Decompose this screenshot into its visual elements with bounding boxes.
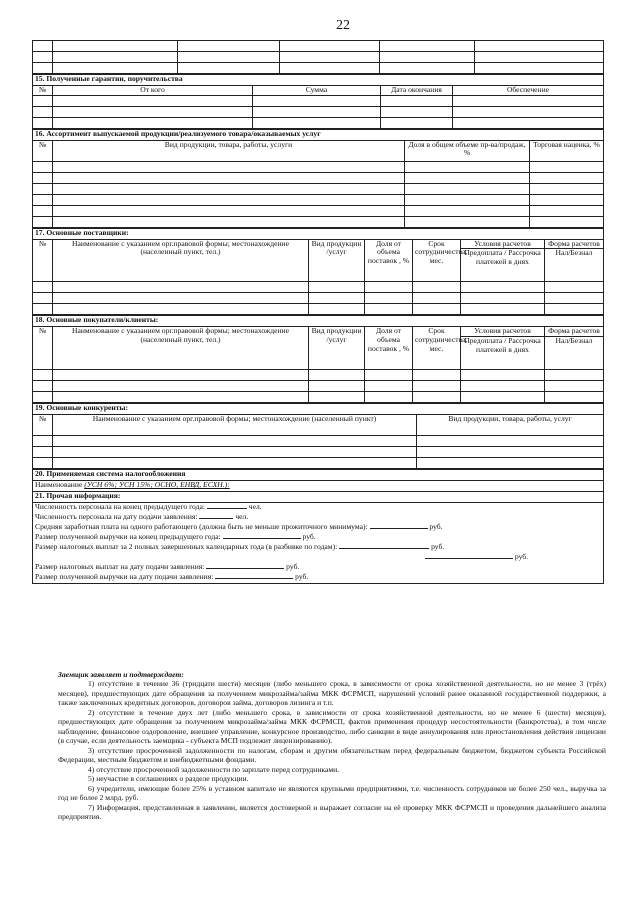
input-cell[interactable]: [309, 293, 365, 304]
revenue-current-line[interactable]: [33, 573, 604, 584]
declaration-item-3: 3) отсутствие просроченной задолженности по налогам, сборам и другим обязательствам перед федеральным бюджетом, бюджетом субъекта Российской Федерации, местным бюджетом и внебюджетными фондами.: [58, 745, 606, 765]
col-number: №: [33, 415, 53, 436]
input-cell[interactable]: [53, 106, 253, 117]
section-21-title: 21. Прочая информация:: [33, 492, 604, 503]
input-cell[interactable]: [365, 381, 413, 392]
section-19-title: 19. Основные конкуренты:: [33, 404, 604, 415]
input-cell[interactable]: [53, 216, 405, 227]
col-payment-form: Форма расчетов: [545, 239, 604, 249]
input-cell[interactable]: [530, 194, 604, 205]
tax-system-options: (УСН 6%; УСН 15%; ОСНО, ЕНВД, ЕСХН.):: [84, 480, 230, 490]
table-row: [33, 205, 604, 216]
section-16-title: 16. Ассортимент выпускаемой продукции/реализуемого товара/оказываемых услуг: [33, 129, 604, 140]
borrower-declaration: [58, 670, 606, 822]
input-cell[interactable]: [309, 370, 365, 381]
col-product-type: Вид продукции /услуг: [309, 239, 365, 282]
col-prepayment: Предоплата / Рассрочка платежей в днях: [461, 337, 545, 370]
unit-label: руб.: [286, 562, 300, 572]
input-cell[interactable]: [545, 381, 604, 392]
unit-label: руб.: [295, 572, 309, 582]
table-row: [33, 392, 604, 403]
blank-field[interactable]: [206, 568, 284, 569]
input-cell[interactable]: [381, 106, 453, 117]
input-cell[interactable]: [413, 293, 461, 304]
table-row: [33, 304, 604, 315]
input-cell[interactable]: [381, 95, 453, 106]
table-row: [33, 172, 604, 183]
table-row: [33, 381, 604, 392]
input-cell[interactable]: [405, 172, 530, 183]
table-row: [33, 183, 604, 194]
blank-field[interactable]: [215, 578, 293, 579]
input-cell[interactable]: [461, 370, 545, 381]
declaration-item-7: 7) Информация, представленная в заявлении, является достоверной и выражает согласие на её проверку МКК ФСРМСП и проведения дальнейшего анализа предприятия.: [58, 802, 606, 822]
col-cooperation-term: Срок сотрудничества, мес.: [413, 327, 461, 370]
input-cell[interactable]: [53, 304, 309, 315]
input-cell[interactable]: [453, 106, 604, 117]
input-cell[interactable]: [545, 304, 604, 315]
section-15-title: 15. Полученные гарантии, поручительства: [33, 75, 604, 86]
table-row: [33, 436, 604, 447]
input-cell[interactable]: [453, 117, 604, 128]
col-amount: Сумма: [253, 86, 381, 96]
input-cell[interactable]: [413, 282, 461, 293]
col-product-type: Вид продукции /услуг: [309, 327, 365, 370]
input-cell[interactable]: [405, 216, 530, 227]
col-end-date: Дата окончания: [381, 86, 453, 96]
section-19-competitors: [32, 403, 604, 469]
blank-field[interactable]: [199, 518, 233, 519]
input-cell[interactable]: [253, 117, 381, 128]
table-row: [33, 293, 604, 304]
input-cell[interactable]: [405, 183, 530, 194]
input-cell[interactable]: [365, 392, 413, 403]
input-cell[interactable]: [453, 95, 604, 106]
tax-payments-current-label: Размер налоговых выплат на дату подачи заявления:: [35, 562, 205, 572]
input-cell[interactable]: [461, 293, 545, 304]
table-row: [33, 106, 604, 117]
input-cell[interactable]: [417, 458, 604, 469]
input-cell[interactable]: [53, 194, 405, 205]
input-cell[interactable]: [530, 216, 604, 227]
blank-field[interactable]: [339, 548, 429, 549]
input-cell[interactable]: [253, 95, 381, 106]
section-15-guarantees: [32, 74, 604, 129]
col-supply-share: Доля от объема поставок , %: [365, 239, 413, 282]
input-cell[interactable]: [530, 172, 604, 183]
col-number: №: [33, 86, 53, 96]
input-cell[interactable]: [530, 183, 604, 194]
input-cell[interactable]: [545, 392, 604, 403]
input-cell[interactable]: [309, 392, 365, 403]
col-cash-noncash: Нал/Безнал: [545, 249, 604, 282]
revenue-last-year-label: Размер полученной выручки на конец предыдущего года:: [35, 532, 221, 542]
blank-field[interactable]: [207, 508, 247, 509]
input-cell[interactable]: [53, 282, 309, 293]
input-cell[interactable]: [365, 370, 413, 381]
input-cell[interactable]: [461, 392, 545, 403]
input-cell[interactable]: [53, 392, 309, 403]
staff-last-year-label: Численность персонала на конец предыдущего года:: [35, 502, 205, 512]
previous-section-rows: [32, 40, 604, 74]
input-cell[interactable]: [253, 106, 381, 117]
input-cell[interactable]: [461, 282, 545, 293]
col-payment-terms: Условия расчетов: [461, 327, 545, 337]
declaration-item-4: 4) отсутствие просроченной задолженности по зарплате перед сотрудниками.: [88, 764, 340, 774]
average-salary-label: Средняя заработная плата на одного работающего (должна быть не меньше прожиточного минимума):: [35, 522, 368, 532]
section-17-title: 17. Основные поставщики:: [33, 228, 604, 239]
unit-label: руб.: [429, 522, 443, 532]
col-supplier-name: Наименование с указанием орг.правовой формы; местонахождение (населенный пункт, тел.): [53, 239, 309, 282]
input-cell[interactable]: [413, 370, 461, 381]
table-row: [33, 95, 604, 106]
col-product-type: Вид продукции, товара, работы, услуги: [53, 140, 405, 161]
input-cell[interactable]: [53, 183, 405, 194]
col-payment-terms: Условия расчетов: [461, 239, 545, 249]
col-number: №: [33, 239, 53, 282]
input-cell[interactable]: [530, 161, 604, 172]
col-number: №: [33, 327, 53, 370]
declaration-item-6: 6) учредители, имеющие более 25% в уставном капитале не являются крупными предприятиями, т.е. численность сотрудников не более 250 чел., выручка за год не более 2 млрд. руб.: [58, 783, 606, 803]
input-cell[interactable]: [53, 161, 405, 172]
col-collateral: Обеспечение: [453, 86, 604, 96]
input-cell[interactable]: [461, 304, 545, 315]
input-cell[interactable]: [53, 205, 405, 216]
declaration-title: Заемщик заявляет и подтверждает:: [58, 670, 184, 679]
input-cell[interactable]: [405, 205, 530, 216]
input-cell[interactable]: [413, 304, 461, 315]
input-cell[interactable]: [417, 447, 604, 458]
table-row: [33, 216, 604, 227]
col-payment-form: Форма расчетов: [545, 327, 604, 337]
input-cell[interactable]: [461, 381, 545, 392]
unit-label: руб.: [302, 532, 316, 542]
declaration-item-1: 1) отсутствие в течение 36 (тридцати шести) месяцев (либо меньшего срока, в зависимости от срока хозяйственной деятельности, но не менее 3 (трёх) месяцев), предшествующих дате обращения за получением микрозайма/займа МКК ФСРМСП, нарушений условий ранее оказанной государственной поддержки, а также заключенных кредитных договоров, договоров займа, договоров лизинга и т.п.: [58, 679, 606, 708]
input-cell[interactable]: [365, 304, 413, 315]
section-18-title: 18. Основные покупатели/клиенты:: [33, 316, 604, 327]
input-cell[interactable]: [53, 458, 417, 469]
input-cell[interactable]: [530, 205, 604, 216]
tax-system-line[interactable]: [33, 481, 604, 492]
input-cell[interactable]: [309, 282, 365, 293]
table-row: [33, 117, 604, 128]
col-cooperation-term: Срок сотрудничества, мес.: [413, 239, 461, 282]
unit-label: руб.: [431, 542, 445, 552]
input-cell[interactable]: [53, 370, 309, 381]
tax-payments-two-years-label: Размер налоговых выплат за 2 полных завершенных календарных года (в разбивке по годам):: [35, 542, 338, 552]
input-cell[interactable]: [545, 282, 604, 293]
application-form-sheet: [32, 40, 604, 584]
input-cell[interactable]: [365, 293, 413, 304]
input-cell[interactable]: [309, 381, 365, 392]
input-cell[interactable]: [53, 447, 417, 458]
declaration-item-2: 2) отсутствие в течение двух лет (либо меньшего срока, в зависимости от срока хозяйственной деятельности, но не менее 6 (шести) месяцев), предшествующих дате обращения за получением микрозайма/займа МКК ФСРМСП, фактов применения процедур несостоятельности (банкротства), в том числе наблюдение, финансовое оздоровление, внешнее управление, конкурсное производство, либо санкции в виде аннулирования или приостановления действия лицензии (в случае, если деятельность заемщика - субъекта МСП подлежит лицензированию).: [58, 707, 606, 746]
table-row: [33, 194, 604, 205]
declaration-item-5: 5) неучастие в соглашениях о разделе продукции.: [88, 774, 249, 784]
input-cell[interactable]: [53, 381, 309, 392]
staff-current-label: Численность персонала на дату подачи заявления:: [35, 512, 198, 522]
input-cell[interactable]: [545, 293, 604, 304]
blank-field[interactable]: [370, 528, 428, 529]
section-20-title: 20. Применяемая система налогообложения: [33, 470, 604, 481]
col-competitor-products: Вид продукции, товара, работы, услуг: [417, 415, 604, 436]
col-customer-name: Наименование с указанием орг.правовой формы; местонахождение (населенный пункт, тел.): [53, 327, 309, 370]
input-cell[interactable]: [53, 436, 417, 447]
input-cell[interactable]: [405, 161, 530, 172]
input-cell[interactable]: [417, 436, 604, 447]
table-row: [33, 161, 604, 172]
col-share: Доля в общем объеме пр-ва/продаж, %: [405, 140, 530, 161]
col-competitor-name: Наименование с указанием орг.правовой формы; местонахождение (населенный пункт): [53, 415, 417, 436]
input-cell[interactable]: [309, 304, 365, 315]
table-row: [33, 447, 604, 458]
section-21-fields: [32, 503, 604, 584]
col-from-whom: От кого: [53, 86, 253, 96]
col-markup: Торговая наценка, %: [530, 140, 604, 161]
blank-field[interactable]: [425, 558, 513, 559]
input-cell[interactable]: [53, 293, 309, 304]
input-cell[interactable]: [381, 117, 453, 128]
col-prepayment: Предоплата / Рассрочка платежей в днях: [461, 249, 545, 282]
input-cell[interactable]: [405, 194, 530, 205]
revenue-current-label: Размер полученной выручки на дату подачи заявления:: [35, 572, 214, 582]
input-cell[interactable]: [545, 370, 604, 381]
page-number: 22: [336, 18, 350, 33]
table-row: [33, 282, 604, 293]
unit-label: чел.: [235, 512, 249, 522]
unit-label: чел.: [248, 502, 262, 512]
unit-label: руб.: [514, 552, 529, 562]
section-20-tax-system: [32, 469, 604, 492]
input-cell[interactable]: [53, 95, 253, 106]
col-number: №: [33, 140, 53, 161]
blank-field[interactable]: [223, 538, 301, 539]
section-18-customers: [32, 315, 604, 403]
col-supply-share: Доля от объема поставок , %: [365, 327, 413, 370]
input-cell[interactable]: [53, 172, 405, 183]
table-row: [33, 370, 604, 381]
input-cell[interactable]: [53, 117, 253, 128]
section-17-suppliers: [32, 228, 604, 316]
input-cell[interactable]: [365, 282, 413, 293]
table-row: [33, 458, 604, 469]
input-cell[interactable]: [413, 392, 461, 403]
col-cash-noncash: Нал/Безнал: [545, 337, 604, 370]
section-16-assortment: [32, 129, 604, 228]
tax-system-label: Наименование: [35, 480, 83, 490]
input-cell[interactable]: [413, 381, 461, 392]
